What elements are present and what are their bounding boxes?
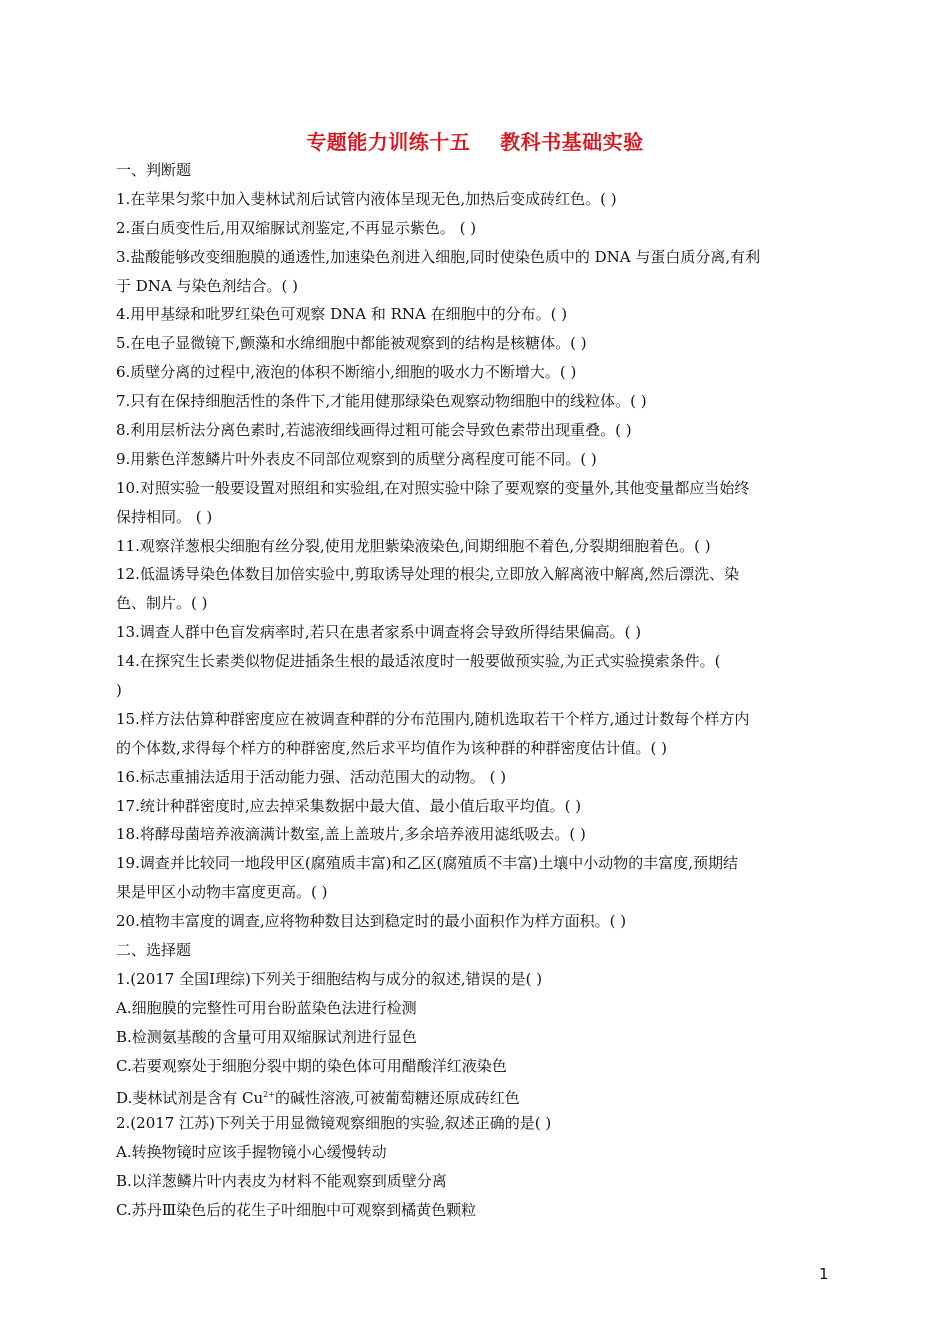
question-1-stem: 1.(2017 全国Ⅰ理综)下列关于细胞结构与成分的叙述,错误的是( ) — [116, 969, 543, 988]
section-heading-choice: 二、选择题 — [116, 941, 192, 960]
judgement-question-line: 6.质壁分离的过程中,液泡的体积不断缩小,细胞的吸水力不断增大。( ) — [116, 363, 577, 382]
judgement-question-line: 12.低温诱导染色体数目加倍实验中,剪取诱导处理的根尖,立即放入解离液中解离,然后漂洗、染 — [116, 565, 740, 584]
judgement-question-line: 8.利用层析法分离色素时,若滤液细线画得过粗可能会导致色素带出现重叠。( ) — [116, 421, 632, 440]
judgement-question-line: 的个体数,求得每个样方的种群密度,然后求平均值作为该种群的种群密度估计值。( ) — [116, 738, 668, 757]
judgement-question-line: ) — [116, 681, 122, 700]
judgement-question-line: 19.调查并比较同一地段甲区(腐殖质丰富)和乙区(腐殖质不丰富)土壤中小动物的丰富度,预期结 — [116, 854, 739, 873]
judgement-question-line: 14.在探究生长素类似物促进插条生根的最适浓度时一般要做预实验,为正式实验摸索条件。( — [116, 652, 721, 671]
judgement-question-line: 20.植物丰富度的调查,应将物种数目达到稳定时的最小面积作为样方面积。( ) — [116, 912, 627, 931]
judgement-question-line: 7.只有在保持细胞活性的条件下,才能用健那绿染色观察动物细胞中的线粒体。( ) — [116, 392, 647, 411]
judgement-question-line: 于 DNA 与染色剂结合。( ) — [116, 276, 298, 295]
question-2-option-c: C.苏丹Ⅲ染色后的花生子叶细胞中可观察到橘黄色颗粒 — [116, 1201, 477, 1220]
judgement-question-line: 17.统计种群密度时,应去掉采集数据中最大值、最小值后取平均值。( ) — [116, 796, 582, 815]
judgement-question-line: 15.样方法估算种群密度应在被调查种群的分布范围内,随机选取若干个样方,通过计数每个样方内 — [116, 709, 750, 728]
question-2-option-a: A.转换物镜时应该手握物镜小心缓慢转动 — [116, 1143, 387, 1162]
page-title: 专题能力训练十五 教科书基础实验 — [306, 130, 644, 154]
judgement-question-list — [116, 185, 836, 936]
judgement-question-line: 2.蛋白质变性后,用双缩脲试剂鉴定,不再显示紫色。 ( ) — [116, 218, 477, 237]
judgement-question-line: 4.用甲基绿和吡罗红染色可观察 DNA 和 RNA 在细胞中的分布。( ) — [116, 305, 568, 324]
document-body — [116, 156, 836, 1225]
page-number: 1 — [819, 1265, 829, 1283]
question-1-option-a: A.细胞膜的完整性可用台盼蓝染色法进行检测 — [116, 998, 417, 1017]
question-1-option-b: B.检测氨基酸的含量可用双缩脲试剂进行显色 — [116, 1027, 417, 1046]
question-1-option-d — [116, 1081, 836, 1110]
section-heading-judgement: 一、判断题 — [116, 161, 192, 179]
question-1-option-c: C.若要观察处于细胞分裂中期的染色体可用醋酸洋红液染色 — [116, 1056, 507, 1075]
judgement-question-line: 果是甲区小动物丰富度更高。( ) — [116, 883, 328, 902]
judgement-question-line: 色、制片。( ) — [116, 594, 208, 613]
copper-ion-charge: 2+ — [263, 1089, 275, 1099]
judgement-question-line: 11.观察洋葱根尖细胞有丝分裂,使用龙胆紫染液染色,间期细胞不着色,分裂期细胞着色。( ) — [116, 536, 711, 555]
judgement-question-line: 10.对照实验一般要设置对照组和实验组,在对照实验中除了要观察的变量外,其他变量都应当始终 — [116, 478, 750, 497]
judgement-question-line: 18.将酵母菌培养液滴满计数室,盖上盖玻片,多余培养液用滤纸吸去。( ) — [116, 825, 586, 844]
judgement-question-line: 保持相同。 ( ) — [116, 507, 213, 526]
judgement-question-line: 5.在电子显微镜下,颤藻和水绵细胞中都能被观察到的结构是核糖体。( ) — [116, 334, 587, 353]
option-d-suffix: 的碱性溶液,可被葡萄糖还原成砖红色 — [274, 1088, 520, 1107]
question-2-stem: 2.(2017 江苏)下列关于用显微镜观察细胞的实验,叙述正确的是( ) — [116, 1114, 552, 1133]
judgement-question-line: 13.调查人群中色盲发病率时,若只在患者家系中调查将会导致所得结果偏高。( ) — [116, 623, 642, 642]
judgement-question-line: 3.盐酸能够改变细胞膜的通透性,加速染色剂进入细胞,同时使染色质中的 DNA 与蛋白质分离,有利 — [116, 247, 761, 266]
question-2-option-b: B.以洋葱鳞片叶内表皮为材料不能观察到质壁分离 — [116, 1172, 447, 1191]
judgement-question-line: 1.在苹果匀浆中加入斐林试剂后试管内液体呈现无色,加热后变成砖红色。( ) — [116, 189, 617, 208]
option-d-prefix: D.斐林试剂是含有 Cu — [116, 1088, 264, 1107]
judgement-question-line: 16.标志重捕法适用于活动能力强、活动范围大的动物。 ( ) — [116, 767, 507, 786]
judgement-question-line: 9.用紫色洋葱鳞片叶外表皮不同部位观察到的质壁分离程度可能不同。( ) — [116, 449, 597, 468]
